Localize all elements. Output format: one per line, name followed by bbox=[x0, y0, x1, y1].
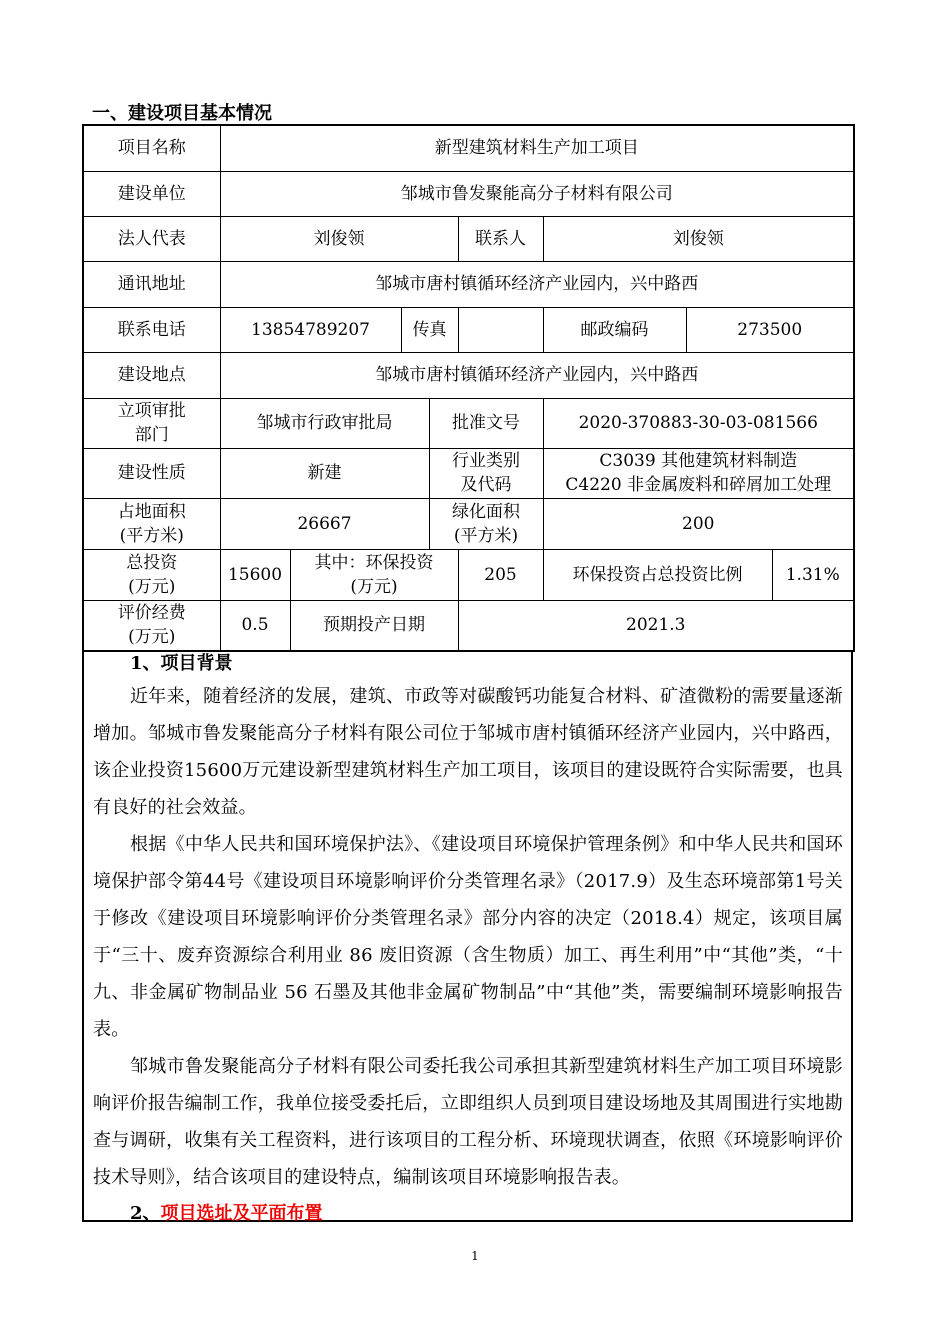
label: 项目名称 bbox=[83, 125, 220, 171]
label: 立项审批部门 bbox=[83, 398, 220, 448]
fax bbox=[458, 307, 543, 352]
label: 通讯地址 bbox=[83, 261, 220, 307]
label: 绿化面积(平方米) bbox=[429, 498, 543, 549]
site-heading-title: 项目选址及平面布置 bbox=[160, 1203, 323, 1224]
label: 法人代表 bbox=[83, 216, 220, 261]
label: 联系电话 bbox=[83, 307, 220, 352]
address: 邹城市唐村镇循环经济产业园内，兴中路西 bbox=[220, 261, 854, 307]
area: 26667 bbox=[220, 498, 429, 549]
invest: 15600 bbox=[220, 549, 290, 600]
label: 建设地点 bbox=[83, 352, 220, 398]
postcode: 273500 bbox=[686, 307, 854, 352]
label: 环保投资占总投资比例 bbox=[543, 549, 772, 600]
label: 建设单位 bbox=[83, 171, 220, 216]
paragraph: 根据《中华人民共和国环境保护法》、《建设项目环境保护管理条例》和中华人民共和国环境保护部令第44号《建设项目环境影响评价分类管理名录》（2017.9）及生态环境部第1号关于修改《建设项目环境影响评价分类管理名录》部分内容的决定（2018.4）规定，该项目属于“三十、废弃资源综合利用业 86 废旧资源（含生物质）加工、再生利用”中“其他”类，“十九、非金属矿物制品业 56 石墨及其他非金属矿物制品”中“其他”类，需要编制环境影响报告表。 bbox=[93, 834, 843, 1040]
paragraph: 邹城市鲁发聚能高分子材料有限公司委托我公司承担其新型建筑材料生产加工项目环境影响评价报告编制工作，我单位接受委托后，立即组织人员到项目建设场地及其周围进行实地勘查与调研，收集有关工程资料，进行该项目的工程分析、环境现状调查，依照《环境影响评价技术导则》，结合该项目的建设特点，编制该项目环境影响报告表。 bbox=[93, 1056, 843, 1188]
green: 200 bbox=[543, 498, 854, 549]
industry bbox=[543, 448, 854, 498]
label: 批准文号 bbox=[429, 398, 543, 448]
label: 评价经费(万元) bbox=[83, 600, 220, 651]
background-section bbox=[82, 650, 853, 1222]
label: 邮政编码 bbox=[543, 307, 686, 352]
phone: 13854789207 bbox=[220, 307, 401, 352]
paragraph: 近年来，随着经济的发展，建筑、市政等对碳酸钙功能复合材料、矿渣微粉的需要量逐渐增加。邹城市鲁发聚能高分子材料有限公司位于邹城市唐村镇循环经济产业园内，兴中路西，该企业投资15600万元建设新型建筑材料生产加工项目，该项目的建设既符合实际需要，也具有良好的社会效益。 bbox=[93, 686, 843, 818]
date: 2021.3 bbox=[458, 600, 854, 651]
site-heading bbox=[84, 1200, 851, 1228]
env-invest: 205 bbox=[458, 549, 543, 600]
label: 占地面积(平方米) bbox=[83, 498, 220, 549]
industry-code-1: C3039 其他建筑材料制造 bbox=[599, 451, 798, 471]
legal: 刘俊领 bbox=[220, 216, 458, 261]
label: 预期投产日期 bbox=[290, 600, 458, 651]
section-title: 一、建设项目基本情况 bbox=[92, 103, 272, 124]
label: 建设性质 bbox=[83, 448, 220, 498]
project-name: 新型建筑材料生产加工项目 bbox=[220, 125, 854, 171]
label: 联系人 bbox=[458, 216, 543, 261]
fee: 0.5 bbox=[220, 600, 290, 651]
label: 其中：环保投资(万元) bbox=[290, 549, 458, 600]
project-info-table bbox=[82, 124, 855, 652]
ratio: 1.31% bbox=[772, 549, 854, 600]
approval-no: 2020-370883-30-03-081566 bbox=[543, 398, 854, 448]
label: 行业类别及代码 bbox=[429, 448, 543, 498]
label: 总投资(万元) bbox=[83, 549, 220, 600]
site-heading-num: 2、 bbox=[130, 1203, 161, 1224]
label: 传真 bbox=[401, 307, 458, 352]
nature: 新建 bbox=[220, 448, 429, 498]
page-number: 1 bbox=[471, 1249, 479, 1263]
approval-dept: 邹城市行政审批局 bbox=[220, 398, 429, 448]
background-heading: 1、项目背景 bbox=[130, 653, 233, 674]
industry-code-2: C4220 非金属废料和碎屑加工处理 bbox=[565, 475, 832, 495]
unit: 邹城市鲁发聚能高分子材料有限公司 bbox=[220, 171, 854, 216]
contact: 刘俊领 bbox=[543, 216, 854, 261]
site: 邹城市唐村镇循环经济产业园内，兴中路西 bbox=[220, 352, 854, 398]
